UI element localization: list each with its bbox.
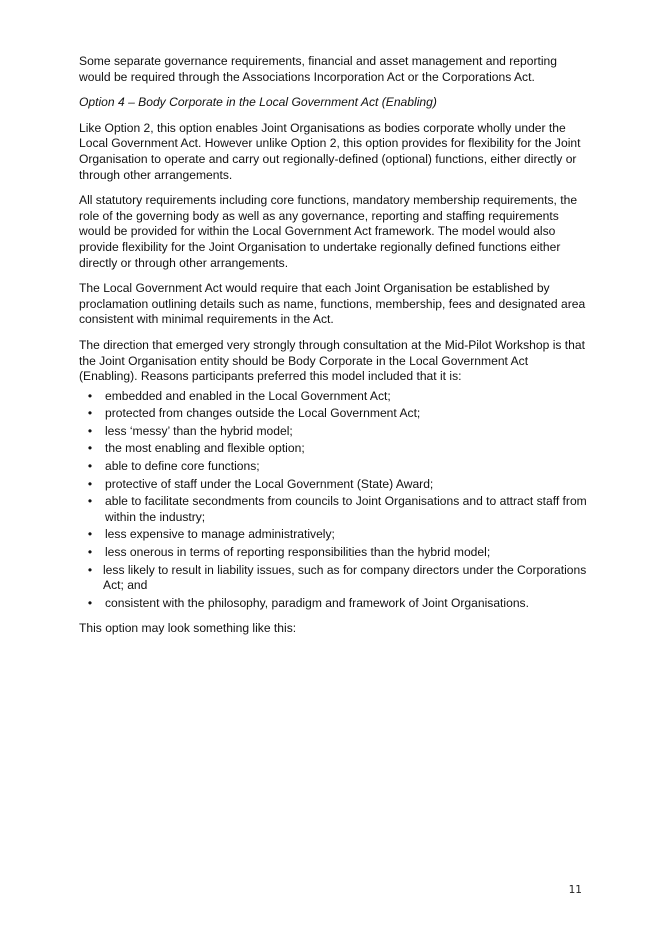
- reasons-list: [79, 389, 587, 612]
- list-item-text: less ‘messy’ than the hybrid model;: [105, 423, 293, 438]
- list-item: [79, 389, 587, 405]
- bullet-icon: •: [87, 406, 93, 421]
- list-item: [79, 441, 587, 457]
- list-item-text: the most enabling and flexible option;: [105, 441, 305, 456]
- paragraph-proclamation: The Local Government Act would require that each Joint Organisation be established by proclamation outlining details such as name, functions, membership, fees and designated area consistent with minimal requirements in the Act.: [79, 281, 586, 327]
- bullet-icon: •: [87, 595, 93, 610]
- page-number: 11: [568, 884, 582, 896]
- list-item: [79, 596, 587, 612]
- paragraph-statutory-requirements: All statutory requirements including core functions, mandatory membership requirements, the role of the governing body as well as any governance, reporting and staffing requirements would be provided for within the Local Government Act framework. The model would also provide flexibility for the Joint Organisation to undertake regionally defined functions either directly or through other arrangements.: [79, 193, 578, 270]
- bullet-icon: •: [87, 494, 93, 509]
- list-item-text: protective of staff under the Local Government (State) Award;: [105, 476, 434, 491]
- list-item: [79, 527, 587, 543]
- list-item: [79, 545, 587, 561]
- bullet-icon: •: [87, 441, 93, 456]
- document-body: [79, 54, 587, 647]
- bullet-icon: •: [87, 388, 93, 403]
- bullet-icon: •: [87, 527, 93, 542]
- list-item-text: embedded and enabled in the Local Government Act;: [105, 388, 391, 403]
- paragraph-closing: This option may look something like this:: [79, 621, 297, 636]
- bullet-icon: •: [87, 423, 93, 438]
- paragraph-workshop-direction: The direction that emerged very strongly through consultation at the Mid-Pilot Workshop is that the Joint Organisation entity should be Body Corporate in the Local Government Act (Enabling). Reasons participants preferred this model included that it is:: [79, 337, 585, 384]
- list-item-text: less likely to result in liability issues, such as for company directors under the Corporations Act; and: [103, 562, 587, 593]
- bullet-icon: •: [87, 476, 93, 491]
- list-item-text: less onerous in terms of reporting responsibilities than the hybrid model;: [105, 545, 491, 560]
- list-item: [79, 477, 587, 493]
- list-item: [79, 459, 587, 475]
- list-item-text: able to facilitate secondments from councils to Joint Organisations and to attract staff from within the industry;: [105, 494, 587, 524]
- bullet-icon: •: [87, 545, 93, 560]
- list-item-text: less expensive to manage administratively;: [105, 527, 335, 542]
- list-item-text: protected from changes outside the Local Government Act;: [105, 406, 421, 421]
- list-item-text: consistent with the philosophy, paradigm and framework of Joint Organisations.: [105, 595, 529, 610]
- paragraph-option-2-comparison: Like Option 2, this option enables Joint Organisations as bodies corporate wholly under the Local Government Act. However unlike Option 2, this option provides for flexibility for the Joint Organisation to operate and carry out regionally-defined (optional) functions, either directly or through other arrangements.: [79, 120, 581, 182]
- list-item-text: able to define core functions;: [105, 459, 260, 474]
- list-item: [79, 494, 587, 525]
- bullet-icon: •: [87, 562, 93, 577]
- bullet-icon: •: [87, 459, 93, 474]
- list-item: [79, 424, 587, 440]
- list-item: [79, 406, 587, 422]
- option-4-heading: Option 4 – Body Corporate in the Local Government Act (Enabling): [79, 95, 437, 110]
- list-item: [79, 563, 587, 594]
- paragraph-governance-requirements: Some separate governance requirements, financial and asset management and reporting would be required through the Associations Incorporation Act or the Corporations Act.: [79, 54, 557, 84]
